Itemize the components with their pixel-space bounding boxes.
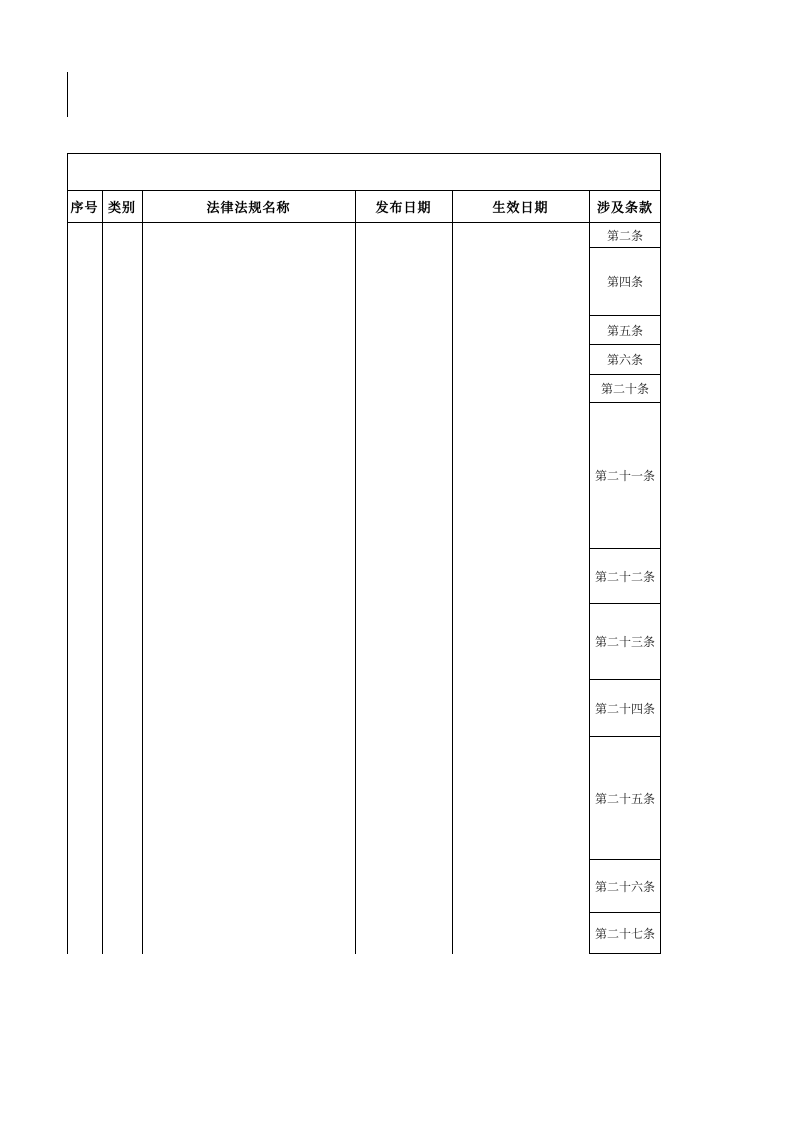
header-name: 法律法规名称	[142, 190, 355, 223]
margin-mark	[67, 72, 68, 117]
clause-cell: 第四条	[589, 248, 661, 316]
clause-cell: 第二十六条	[589, 860, 661, 913]
table-header-row	[67, 190, 661, 223]
clause-cell: 第五条	[589, 316, 661, 345]
clause-cell: 第二十二条	[589, 549, 661, 604]
clause-cell: 第二十一条	[589, 403, 661, 549]
clause-cell: 第二十七条	[589, 913, 661, 954]
clause-cell: 第二十四条	[589, 680, 661, 737]
clause-cell: 第二十三条	[589, 604, 661, 680]
header-clauses: 涉及条款	[589, 190, 661, 223]
grid-line	[660, 190, 661, 223]
header-seq: 序号	[67, 190, 102, 223]
header-effective-date: 生效日期	[452, 190, 589, 223]
clause-cell: 第二十条	[589, 375, 661, 403]
grid-line	[355, 190, 356, 954]
regulations-table	[67, 153, 661, 954]
clause-cell: 第六条	[589, 345, 661, 375]
grid-line	[102, 190, 103, 954]
grid-line	[67, 190, 68, 954]
table-title-row	[67, 153, 661, 191]
clause-cell: 第二十五条	[589, 737, 661, 860]
grid-line	[452, 190, 453, 954]
header-publish-date: 发布日期	[355, 190, 452, 223]
grid-line	[142, 190, 143, 954]
header-category: 类别	[102, 190, 142, 223]
grid-line	[589, 190, 590, 223]
clause-cell: 第二条	[589, 223, 661, 248]
